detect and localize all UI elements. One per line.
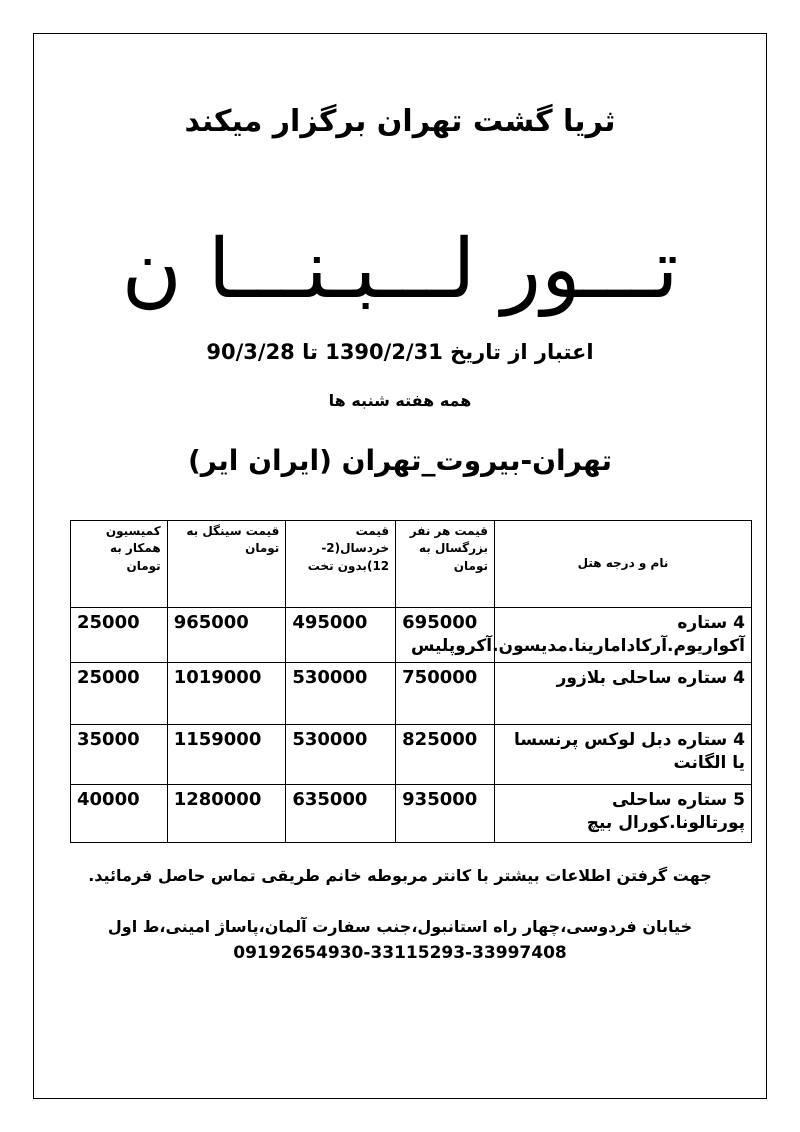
table-row [71,662,752,724]
header-single-price: قیمت سینگل به تومان [167,521,286,608]
table-row [71,608,752,663]
header-commission: کمیسیون همکار به تومان [71,521,168,608]
weekly-schedule: همه هفته شنبه ها [328,391,472,410]
child-price-cell: 530000 [286,662,396,724]
adult-price-cell: 935000 [396,784,495,842]
hotel-cell: 4 ستاره آکواریوم.آرکادامارینا.مدیسون.آکروپلیس [494,608,751,663]
single-price-cell: 1159000 [167,724,286,784]
flight-route: تهران-بیروت_تهران (ایران ایر) [188,444,612,477]
header-adult-price: قیمت هر نفر بزرگسال به تومان [396,521,495,608]
adult-price-cell: 695000 [396,608,495,663]
hotel-cell: 4 ستاره ساحلی بلازور [494,662,751,724]
table-row [71,724,752,784]
adult-price-cell: 825000 [396,724,495,784]
agency-subtitle: ثریا گشت تهران برگزار میکند [184,104,616,139]
phone-numbers: 09192654930-33115293-33997408 [233,943,567,963]
hotel-cell: 5 ستاره ساحلی پورتالونا.کورال بیچ [494,784,751,842]
single-price-cell: 965000 [167,608,286,663]
child-price-cell: 635000 [286,784,396,842]
table-header-row [71,521,752,608]
header-child-price: قیمت خردسال(2-12)بدون تخت [286,521,396,608]
commission-cell: 40000 [71,784,168,842]
commission-cell: 25000 [71,662,168,724]
header-hotel: نام و درجه هتل [494,521,751,608]
validity-dates: اعتبار از تاریخ 1390/2/31 تا 90/3/28 [206,340,594,364]
tour-title: تـــور لـــبـنـــا ن [121,222,679,317]
child-price-cell: 495000 [286,608,396,663]
commission-cell: 35000 [71,724,168,784]
commission-cell: 25000 [71,608,168,663]
table-row [71,784,752,842]
price-table [70,520,752,843]
single-price-cell: 1019000 [167,662,286,724]
adult-price-cell: 750000 [396,662,495,724]
child-price-cell: 530000 [286,724,396,784]
single-price-cell: 1280000 [167,784,286,842]
hotel-cell: 4 ستاره دبل لوکس پرنسسا یا الگانت [494,724,751,784]
contact-note: جهت گرفتن اطلاعات بیشتر با کانتر مربوطه خانم طریقی تماس حاصل فرمائید. [88,866,712,885]
office-address: خیابان فردوسی،چهار راه استانبول،جنب سفارت آلمان،پاساژ امینی،ط اول [107,917,693,936]
